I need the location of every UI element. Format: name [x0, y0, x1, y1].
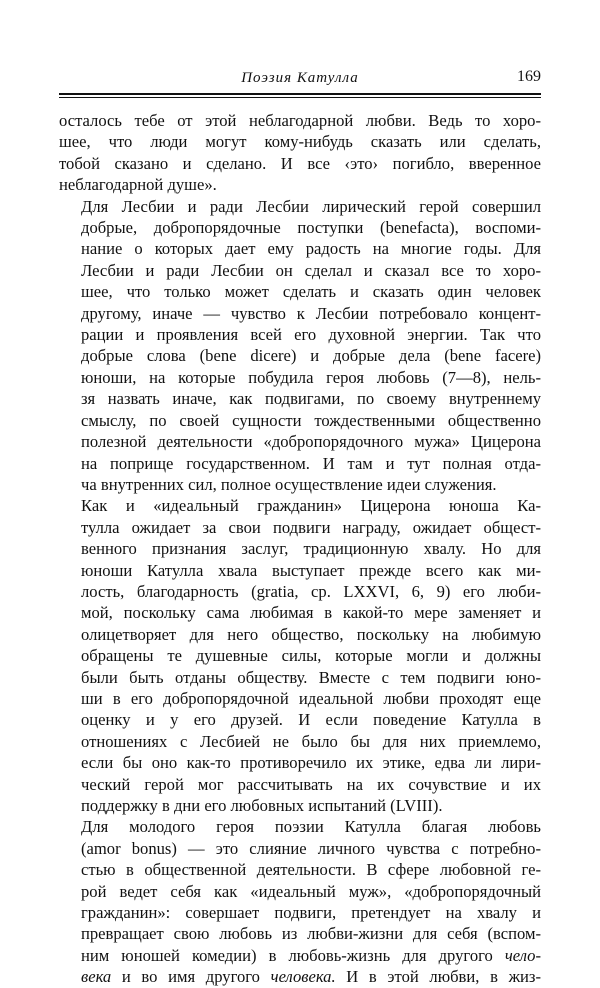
text-line: Для Лесбии и ради Лесбии лирический герой совершил	[81, 196, 541, 216]
text-line	[59, 945, 541, 966]
italic-word: века	[81, 967, 112, 987]
paragraph	[59, 196, 541, 496]
text-line: другому, иначе — чувство к Лесбии потребовало концент-	[81, 303, 541, 323]
text-line: ческий герой мог рассчитывать на их сочувствие и их	[81, 774, 541, 794]
text-line: шее, что только может сделать и сказать один человек	[81, 282, 541, 302]
running-head	[59, 70, 541, 92]
text-line: юноши Катулла хвала выступает прежде всего как ми-	[81, 560, 541, 580]
text-line: Для молодого героя поэзии Катулла благая любовь	[81, 817, 541, 837]
text-line: стью в общественной деятельности. В сфере любовной ге-	[81, 860, 541, 880]
text-line: обращены те душевные силы, которые могли и должны	[81, 646, 541, 666]
text-line: гражданин»: совершает подвиги, претендует на хвалу и	[81, 903, 541, 923]
paragraph	[59, 816, 541, 987]
book-page	[59, 70, 541, 988]
text-line: превращает свою любовь из любви-жизни для себя (вспом-	[81, 924, 541, 944]
text-line: зя назвать иначе, как подвигами, по своему внутреннему	[81, 389, 541, 409]
text-segment: И в этой любви, в жиз-	[335, 967, 541, 987]
text-segment: ним юношей комедии) в любовь-жизнь для другого	[81, 945, 493, 965]
text-line: венного признания заслуг, традиционную хвалу. Но для	[81, 539, 541, 559]
text-segment: и во имя другого	[111, 967, 271, 987]
italic-word: человека.	[270, 967, 336, 987]
text-line: рой ведет себя как «идеальный муж», «добропорядочный	[81, 881, 541, 901]
text-line: смыслу, по своей сущности тождественными общественно	[81, 410, 541, 430]
text-line: тулла ожидает за свои подвиги награду, ожидает общест-	[81, 517, 541, 537]
text-line: нание о которых дает ему радость на многие годы. Для	[81, 239, 541, 259]
text-line: были быть отданы обществу. Вместе с тем подвиги юно-	[81, 667, 541, 687]
text-line: на поприще государственном. И там и тут полная отда-	[81, 453, 541, 473]
text-line: неблагодарной душе».	[59, 175, 217, 195]
text-line: тобой сказано и сделано. И все ‹это› погибло, вверенное	[59, 153, 541, 173]
text-line: добрые, добропорядочные поступки (benefacta), воспоми-	[81, 218, 541, 238]
text-line: добрые слова (bene dicere) и добрые дела (bene facere)	[81, 346, 541, 366]
paragraph	[59, 495, 541, 816]
text-line: Как и «идеальный гражданин» Цицерона юноша Ка-	[81, 496, 541, 516]
text-line: осталось тебе от этой неблагодарной любви. Ведь то хоро-	[59, 111, 541, 130]
text-line: юноши, на которые побудила героя любовь (7—8), нель-	[81, 367, 541, 387]
text-line: олицетворяет для него общество, поскольку на любимую	[81, 624, 541, 644]
text-line: лость, благодарность (gratia, ср. LXXVI, 6, 9) его люби-	[81, 581, 541, 601]
paragraph	[59, 110, 541, 196]
text-line: шее, что люди могут кому-нибудь сказать или сделать,	[59, 132, 541, 152]
header-rule-thick	[59, 93, 541, 95]
text-line: ча внутренних сил, полное осуществление идеи служения.	[81, 474, 497, 494]
body-text	[59, 110, 541, 988]
text-line: поддержку в дни его любовных испытаний (LVIII).	[81, 796, 443, 815]
text-line: Лесбии и ради Лесбии он сделал и сказал все то хоро-	[81, 260, 541, 280]
text-line: если бы оно как-то противоречило их этике, едва ли лири-	[81, 753, 541, 773]
text-line: (amor bonus) — это слияние личного чувства с потребно-	[81, 838, 541, 858]
text-line: отношениях с Лесбией не было бы для них приемлемо,	[81, 731, 541, 751]
text-line: рации и проявления всей его духовной энергии. Так что	[81, 325, 541, 345]
italic-word: чело-	[504, 945, 542, 965]
text-line: ши в его добропорядочной идеальной любви проходят еще	[81, 688, 541, 708]
text-line	[59, 966, 541, 987]
header-rule-thin	[59, 97, 541, 98]
text-line: мой, поскольку сама любимая в какой-то мере заменяет и	[81, 603, 541, 623]
text-line: оценку и у его друзей. И если поведение Катулла в	[81, 710, 541, 730]
page-number: 169	[517, 68, 541, 85]
text-line: полезной деятельности «добропорядочного мужа» Цицерона	[81, 432, 541, 452]
running-title: Поэзия Катулла	[241, 70, 359, 86]
